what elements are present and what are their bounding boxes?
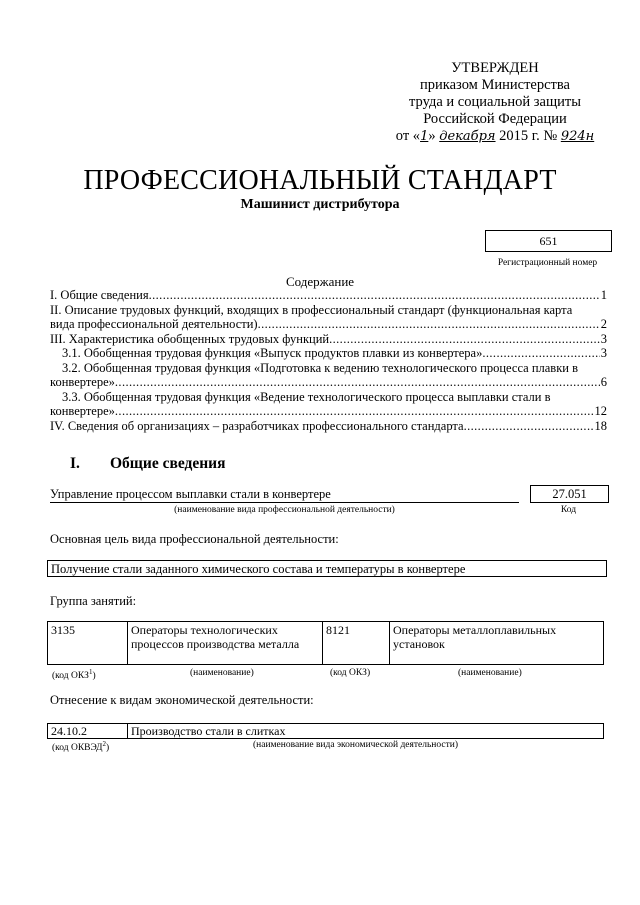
occ-code-caption: (код ОКЗ$^1$) xyxy=(52,668,96,682)
goal-box: Получение стали заданного химического состава и температуры в конвертере xyxy=(47,560,607,577)
toc-item[interactable]: II. Описание трудовых функций, входящих в профессиональный стандарт (функциональная карта вида профессиональной деятельности) ..... 2 xyxy=(50,303,607,332)
occ-name-cell: Операторы металлоплавильных установок xyxy=(390,622,604,665)
group-label: Группа занятий: xyxy=(50,594,137,608)
goal-label: Основная цель вида профессиональной деятельности: xyxy=(50,532,339,546)
registration-number-box: 651 xyxy=(485,230,612,252)
occ-name-caption-2: (наименование) xyxy=(458,668,522,678)
okved-name-caption: (наименование вида экономической деятельности) xyxy=(253,740,458,750)
activity-code-box: 27.051 xyxy=(530,485,609,503)
occ-code-cell: 8121 xyxy=(323,622,390,665)
table-of-contents xyxy=(50,288,607,433)
occ-name-caption: (наименование) xyxy=(190,668,254,678)
contents-heading: Содержание xyxy=(285,274,355,289)
approval-line3: труда и социальной защиты xyxy=(409,94,581,110)
occ-code-cell: 3135 xyxy=(48,622,128,665)
approval-date-line: от «1» декабря 2015 г. № 924н xyxy=(395,128,595,144)
toc-item[interactable]: I. Общие сведения ..... 1 xyxy=(50,288,607,303)
approval-number: 924н xyxy=(560,129,595,144)
table-row xyxy=(48,724,604,739)
occupations-table xyxy=(47,621,604,665)
approval-day: 1 xyxy=(420,129,429,144)
approval-line1: УТВЕРЖДЕН xyxy=(451,60,539,76)
approval-block xyxy=(380,60,610,145)
approval-month: декабря xyxy=(439,129,496,144)
document-subtitle: Машинист дистрибутора xyxy=(240,197,400,212)
activity-code-caption: Код xyxy=(560,505,577,515)
toc-item[interactable]: 3.2. Обобщенная трудовая функция «Подготовка к ведению технологического процесса плавки в конвертере» ..... 6 xyxy=(50,361,607,390)
approval-line2: приказом Министерства xyxy=(420,77,570,93)
registration-number-label: Регистрационный номер xyxy=(497,258,598,268)
approval-line4: Российской Федерации xyxy=(423,111,567,127)
section-heading: I. Общие сведения xyxy=(70,455,226,472)
toc-item[interactable]: III. Характеристика обобщенных трудовых функций ..... 3 xyxy=(50,332,607,347)
activity-name-field: Управление процессом выплавки стали в конвертере xyxy=(50,487,519,503)
okved-table xyxy=(47,723,604,739)
toc-item[interactable]: 3.3. Обобщенная трудовая функция «Ведение технологического процесса выплавки стали в конвертере» ..... 12 xyxy=(50,390,607,419)
occ-name-cell: Операторы технологических процессов производства металла xyxy=(128,622,323,665)
occ-code-caption-2: (код ОКЗ) xyxy=(330,668,371,678)
okved-code-cell: 24.10.2 xyxy=(48,724,128,739)
econ-label: Отнесение к видам экономической деятельности: xyxy=(50,693,314,707)
activity-name-caption: (наименование вида профессиональной деятельности) xyxy=(174,505,395,515)
document-title: ПРОФЕССИОНАЛЬНЫЙ СТАНДАРТ xyxy=(83,165,557,196)
table-row xyxy=(48,622,604,665)
toc-item[interactable]: IV. Сведения об организациях – разработчиках профессионального стандарта ..... 18 xyxy=(50,419,607,434)
toc-item[interactable]: 3.1. Обобщенная трудовая функция «Выпуск продуктов плавки из конвертера» ..... 3 xyxy=(50,346,607,361)
okved-code-caption: (код ОКВЭД$^2$) xyxy=(52,740,110,754)
okved-name-cell: Производство стали в слитках xyxy=(128,724,604,739)
